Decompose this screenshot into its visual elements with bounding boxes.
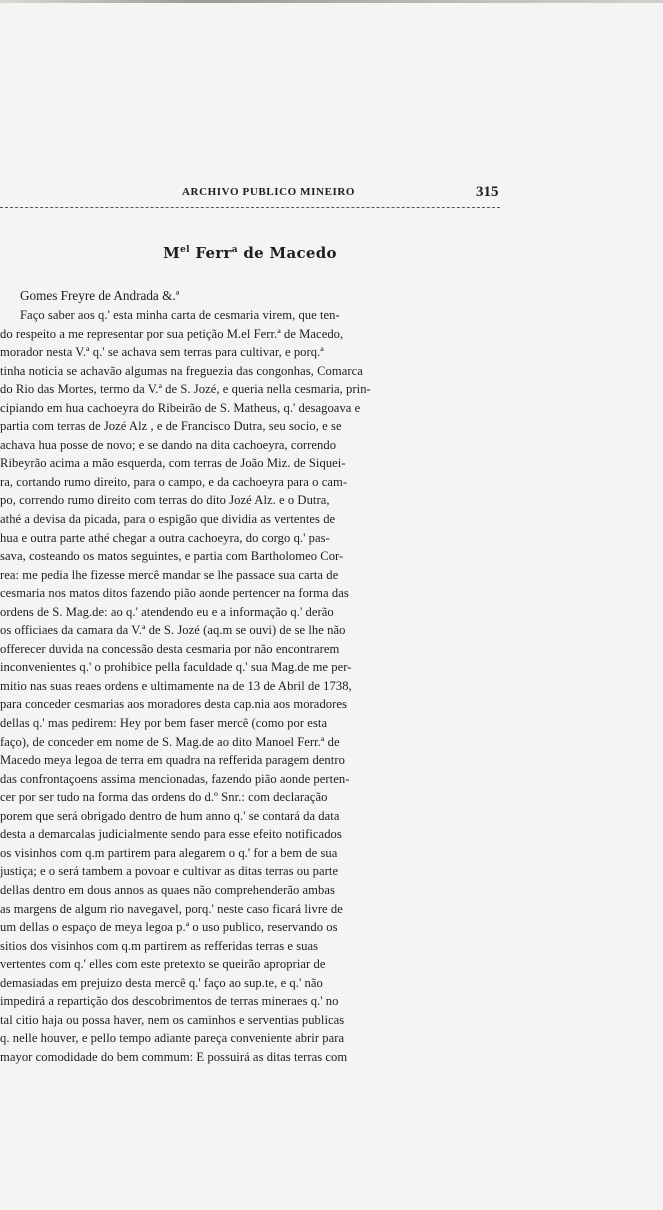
text-line: mitio nas suas reaes ordens e ultimamente na de 13 de Abril de 1738, [0,678,352,693]
text-line: os officiaes da camara da V.ª de S. Jozé (aq.m se ouvi) de se lhe não [0,623,346,638]
text-line: do Rio das Mortes, termo da V.ª de S. Jozé, e queria nella cesmaria, prin- [0,382,371,397]
text-line: dellas dentro em dous annos as quaes não comprehenderão ambas [0,882,335,897]
text-line: um dellas o espaço de meya legoa p.ª o uso publico, reservando os [0,920,338,935]
body-text [0,306,500,1066]
text-line: tinha noticia se achavão algumas na freguezia das congonhas, Comarca [0,363,363,378]
title-sup-2: a [231,245,238,255]
text-line: vertentes com q.' elles com este pretexto se queirão apropriar de [0,957,326,972]
article-title [0,244,500,262]
text-line: cesmaria nos matos ditos fazendo pião aonde pertencer na forma das [0,586,349,601]
page-header [0,186,520,204]
text-line: tal citio haja ou possa haver, nem os caminhos e serventias publicas [0,1012,345,1027]
title-prefix: M [163,244,181,262]
text-line: rea: me pedia lhe fizesse mercê mandar se lhe passace sua carta de [0,567,339,582]
text-line: desta a demarcalas judicialmente sendo para esse efeito notificados [0,827,342,842]
text-line: ra, cortando rumo direito, para o campo, e da cachoeyra para o cam- [0,474,348,489]
text-line: sitios dos visinhos com q.m partirem as refferidas terras e suas [0,938,319,953]
text-line: po, correndo rumo direito com terras do dito Jozé Alz. e o Dutra, [0,493,330,508]
text-line: Faço saber aos q.' esta minha carta de cesmaria virem, que ten- [20,308,340,322]
text-line: achava hua posse de novo; e se dando na dita cachoeyra, correndo [0,437,337,452]
running-head: ARCHIVO PUBLICO MINEIRO [182,186,356,198]
text-line: as margens de algum rio navegavel, porq.' neste caso ficará livre de [0,901,343,916]
text-line: impedirá a repartição dos descobrimentos de terras mineraes q.' no [0,994,339,1009]
text-line: q. nelle houver, e pello tempo adiante pareça conveniente abrir para [0,1031,345,1046]
text-line: hua e outra parte athé chegar a outra cachoeyra, do corgo q.' pas- [0,530,330,545]
title-middle: Ferr [189,244,232,262]
text-line: inconvenientes q.' o prohibice pella faculdade q.' sua Mag.de me per- [0,660,352,675]
page-number: 315 [476,184,499,200]
text-line: ordens de S. Mag.de: ao q.' atendendo eu e a informação q.' derão [0,604,334,619]
header-rule [0,207,500,209]
text-line: das confrontaçoens assima mencionadas, fazendo pião aonde perten- [0,771,350,786]
text-line: mayor comodidade do bem commum: E possuirá as ditas terras com [0,1049,348,1064]
text-line: sava, costeando os matos seguintes, e partia com Bartholomeo Cor- [0,549,344,564]
text-line: athé a devisa da picada, para o espigão que dividia as vertentes de [0,512,336,527]
text-line: faço), de conceder em nome de S. Mag.de ao dito Manoel Ferr.ª de [0,734,340,749]
text-line: justiça; e o será tambem a povoar e cultivar as ditas terras ou parte [0,864,339,879]
text-line: cipiando em hua cachoeyra do Ribeirão de S. Matheus, q.' desagoava e [0,400,361,415]
text-line: do respeito a me representar por sua petição M.el Ferr.ª de Macedo, [0,326,344,341]
text-line: dellas q.' mas pedirem: Hey por bem faser mercê (como por esta [0,716,328,731]
text-line: para conceder cesmarias aos moradores desta cap.nia aos moradores [0,697,347,712]
top-edge-rule [0,0,663,3]
text-line: porem que será obrigado dentro de hum anno q.' se contará da data [0,808,340,823]
title-suffix: de Macedo [237,244,337,262]
text-line: os visinhos com q.m partirem para alegarem o q.' for a bem de sua [0,845,338,860]
text-line: partia com terras de Jozé Alz , e de Francisco Dutra, seu socio, e se [0,419,342,434]
title-sup-1: el [180,245,190,255]
text-line: demasiadas em prejuizo desta mercê q.' faço ao sup.te, e q.' não [0,975,323,990]
salutation: Gomes Freyre de Andrada &.ª [20,288,180,303]
text-line: cer por ser tudo na forma das ordens do d.º Snr.: com declaração [0,790,328,805]
text-line: Macedo meya legoa de terra em quadra na refferida paragem dentro [0,753,345,768]
text-line: Ribeyrão acima a mão esquerda, com terras de João Miz. de Siquei- [0,456,346,471]
text-line: morador nesta V.ª q.' se achava sem terras para cultivar, e porq.ª [0,345,324,360]
text-line: offerecer duvida na concessão desta cesmaria por não encontrarem [0,641,340,656]
